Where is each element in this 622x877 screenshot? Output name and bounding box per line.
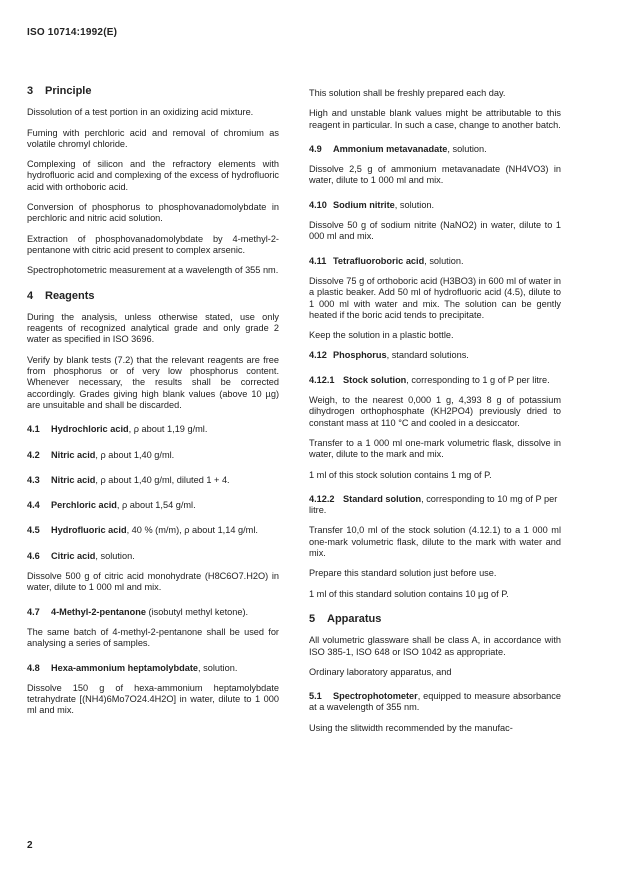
item-4-1: 4.1 Hydrochloric acid, ρ about 1,19 g/ml. [27,424,208,435]
right-column [309,88,561,743]
paragraph: Dissolve 50 g of sodium nitrite (NaNO2) in water, dilute to 1 000 ml and mix. [309,220,561,242]
item-4-5: 4.5 Hydrofluoric acid, 40 % (m/m), ρ about 1,14 g/ml. [27,525,258,536]
item-4-8: 4.8 Hexa-ammonium heptamolybdate, solution. [27,662,238,673]
paragraph: 1 ml of this standard solution contains 10 µg of P. [309,588,509,599]
paragraph: Dissolve 75 g of orthoboric acid (H3BO3) in 600 ml of water in a plastic beaker. Add 50 ml of hydrofluoric acid (4.5), dilute to 1 000 ml with water and mix. The solution can be gently heated if the boric acid tends to precipitate. [309,275,561,320]
paragraph: Transfer to a 1 000 ml one-mark volumetric flask, dissolve in water, dilute to the mark and mix. [309,437,561,460]
paragraph: Complexing of silicon and the refractory elements with hydrofluoric acid and complexing of the excess of hydrofluoric acid with orthoboric acid. [27,159,279,192]
paragraph: Dissolve 2,5 g of ammonium metavanadate (NH4VO3) in water, dilute to 1 000 ml and mix. [309,164,561,186]
paragraph: Transfer 10,0 ml of the stock solution (4.12.1) to a 1 000 ml one-mark volumetric flask, dilute to the mark with water and mix. [309,525,561,559]
paragraph: Fuming with perchloric acid and removal of chromium as volatile chromyl chloride. [27,127,279,149]
paragraph: This solution shall be freshly prepared each day. [309,88,506,98]
paragraph: Prepare this standard solution just before use. [309,568,497,579]
item-5-1: 5.1 Spectrophotometer, equipped to measure absorbance at a wavelength of 355 nm. [309,691,561,713]
paragraph: Ordinary laboratory apparatus, and [309,666,452,677]
paragraph: Dissolve 150 g of hexa-ammonium heptamolybdate tetrahydrate [(NH4)6Mo7O24.4H2O] in water, dilute to 1 000 ml and mix. [27,682,279,716]
item-4-11: 4.11 Tetrafluoroboric acid, solution. [309,255,464,266]
item-4-7: 4.7 4-Methyl-2-pentanone (isobutyl methyl ketone). [27,606,249,617]
paragraph: All volumetric glassware shall be class A, in accordance with ISO 385-1, ISO 648 or ISO 1042 as appropriate. [309,635,561,657]
item-4-10: 4.10 Sodium nitrite, solution. [309,199,435,210]
paragraph: Dissolve 500 g of citric acid monohydrate (H8C6O7.H2O) in water, dilute to 1 000 ml and mix. [27,571,279,593]
paragraph: During the analysis, unless otherwise stated, use only reagents of recognized analytical grade and only grade 2 water as specified in ISO 3696. [27,311,279,345]
paragraph: High and unstable blank values might be attributable to this reagent in particular. In such a case, change to another batch. [309,108,561,130]
paragraph: Dissolution of a test portion in an oxidizing acid mixture. [27,107,254,118]
paragraph: Keep the solution in a plastic bottle. [309,330,454,341]
left-column [27,86,279,726]
paragraph: Verify by blank tests (7.2) that the relevant reagents are free from phosphorus or of very low phosphorus content. Whenever necessary, the results shall be corrected accordingly. Grades giving high blank values (above 10 µg) are unsuitable and shall be discarded. [27,354,279,410]
page-number: 2 [27,840,33,851]
paragraph: Conversion of phosphorus to phosphovanadomolybdate in perchloric and nitric acid solution. [27,202,279,224]
paragraph: The same batch of 4-methyl-2-pentanone shall be used for analysing a series of samples. [27,626,279,649]
paragraph: 1 ml of this stock solution contains 1 mg of P. [309,469,492,480]
item-4-2: 4.2 Nitric acid, ρ about 1,40 g/ml. [27,449,175,460]
item-4-9: 4.9 Ammonium metavanadate, solution. [309,143,487,154]
section-4-heading: 4 Reagents [27,289,95,302]
section-3-heading: 3 Principle [27,85,92,97]
item-4-6: 4.6 Citric acid, solution. [27,550,135,561]
document-id: ISO 10714:1992(E) [27,27,118,38]
item-4-4: 4.4 Perchloric acid, ρ about 1,54 g/ml. [27,500,196,511]
paragraph: Weigh, to the nearest 0,000 1 g, 4,393 8 g of potassium dihydrogen orthophosphate (KH2PO4) previously dried to constant mass at 110 °C and cooled in a desiccator. [309,395,561,428]
item-4-12-1: 4.12.1 Stock solution, corresponding to 1 g of P per litre. [309,374,550,385]
section-5-heading: 5 Apparatus [309,612,382,625]
paragraph: Spectrophotometric measurement at a wavelength of 355 nm. [27,265,279,276]
item-4-3: 4.3 Nitric acid, ρ about 1,40 g/ml, diluted 1 + 4. [27,474,230,485]
item-4-12-2: 4.12.2 Standard solution, corresponding to 10 mg of P per litre. [309,493,558,516]
paragraph: Extraction of phosphovanadomolybdate by 4-methyl-2-pentanone with citric acid present to complex arsenic. [27,233,279,255]
paragraph: Using the slitwidth recommended by the manufac- [309,722,513,733]
item-4-12: 4.12 Phosphorus, standard solutions. [309,350,469,361]
